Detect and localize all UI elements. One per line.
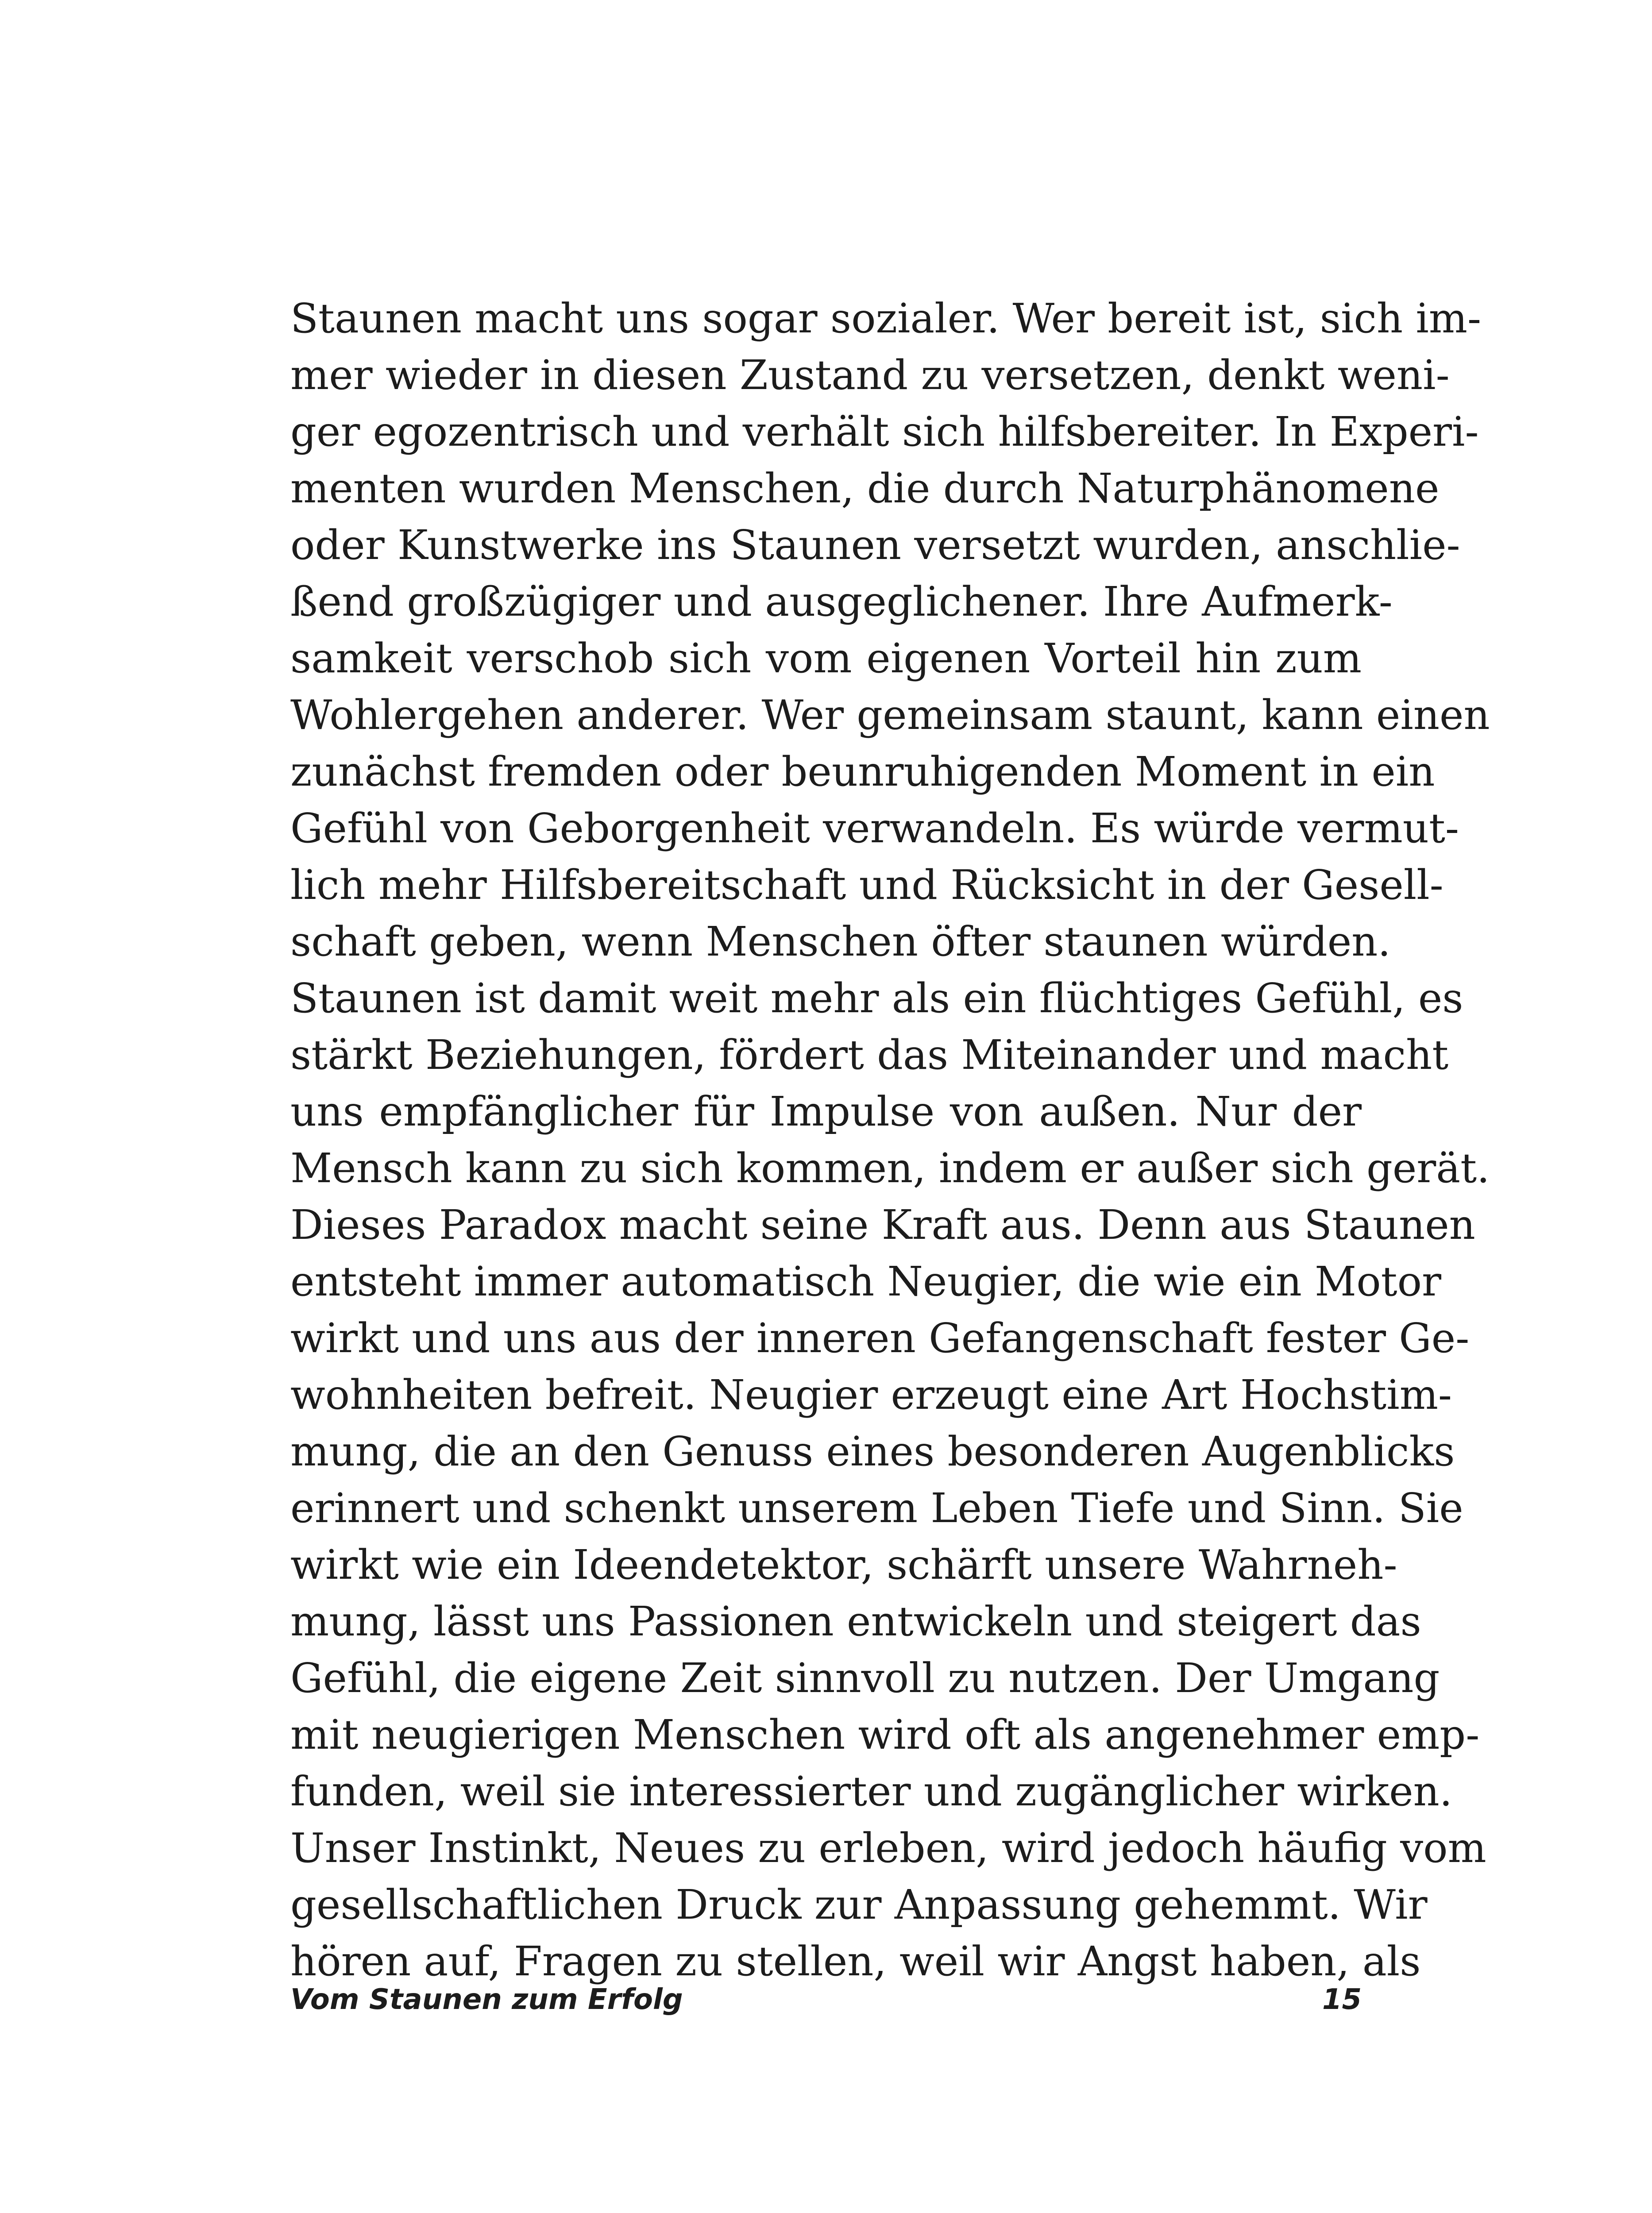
text-line: erinnert und schenkt unserem Leben Tiefe und Sinn. Sie <box>290 1484 1463 1532</box>
text-line: gesellschaftlichen Druck zur Anpassung gehemmt. Wir <box>290 1881 1428 1928</box>
text-line: wohnheiten befreit. Neugier erzeugt eine Art Hochstim- <box>290 1371 1452 1419</box>
text-line: funden, weil sie interessierter und zugänglicher wirken. <box>290 1768 1453 1815</box>
text-line: zunächst fremden oder beunruhigenden Moment in ein <box>290 748 1435 795</box>
text-line: mung, lässt uns Passionen entwickeln und steigert das <box>290 1598 1421 1645</box>
body-text <box>290 290 1490 1990</box>
text-line: Wohlergehen anderer. Wer gemeinsam staunt, kann einen <box>290 691 1490 739</box>
text-line: hören auf, Fragen zu stellen, weil wir Angst haben, als <box>290 1938 1421 1985</box>
text-line: mit neugierigen Menschen wird oft als angenehmer emp- <box>290 1711 1480 1758</box>
text-line: ßend großzügiger und ausgeglichener. Ihre Aufmerk- <box>290 578 1393 625</box>
text-line: lich mehr Hilfsbereitschaft und Rücksicht in der Gesell- <box>290 861 1444 909</box>
text-line: Gefühl von Geborgenheit verwandeln. Es würde vermut- <box>290 805 1459 852</box>
running-footer-title: Vom Staunen zum Erfolg <box>290 1983 683 2016</box>
text-line: Unser Instinkt, Neues zu erleben, wird jedoch häufig vom <box>290 1824 1486 1872</box>
text-line: ger egozentrisch und verhält sich hilfsbereiter. In Experi- <box>290 408 1479 455</box>
text-line: mung, die an den Genuss eines besonderen Augenblicks <box>290 1428 1455 1475</box>
text-line: Staunen macht uns sogar sozialer. Wer bereit ist, sich im- <box>290 295 1482 342</box>
text-line: mer wieder in diesen Zustand zu versetzen, denkt weni- <box>290 351 1450 399</box>
text-line: stärkt Beziehungen, fördert das Miteinander und macht <box>290 1031 1449 1079</box>
text-line: menten wurden Menschen, die durch Naturphänomene <box>290 465 1440 512</box>
text-line: Dieses Paradox macht seine Kraft aus. Denn aus Staunen <box>290 1201 1475 1249</box>
text-line: Staunen ist damit weit mehr als ein flüchtiges Gefühl, es <box>290 975 1463 1022</box>
text-line: uns empfänglicher für Impulse von außen. Nur der <box>290 1088 1362 1135</box>
text-line: Mensch kann zu sich kommen, indem er außer sich gerät. <box>290 1145 1490 1192</box>
text-line: samkeit verschob sich vom eigenen Vorteil hin zum <box>290 635 1362 682</box>
text-line: oder Kunstwerke ins Staunen versetzt wurden, anschlie- <box>290 521 1460 569</box>
text-line: entsteht immer automatisch Neugier, die wie ein Motor <box>290 1258 1441 1305</box>
text-line: Gefühl, die eigene Zeit sinnvoll zu nutzen. Der Umgang <box>290 1654 1440 1702</box>
text-line: schaft geben, wenn Menschen öfter staunen würden. <box>290 918 1391 965</box>
text-line: wirkt und uns aus der inneren Gefangenschaft fester Ge- <box>290 1315 1470 1362</box>
text-line: wirkt wie ein Ideendetektor, schärft unsere Wahrneh- <box>290 1541 1397 1588</box>
page-number: 15 <box>1322 1983 1362 2016</box>
